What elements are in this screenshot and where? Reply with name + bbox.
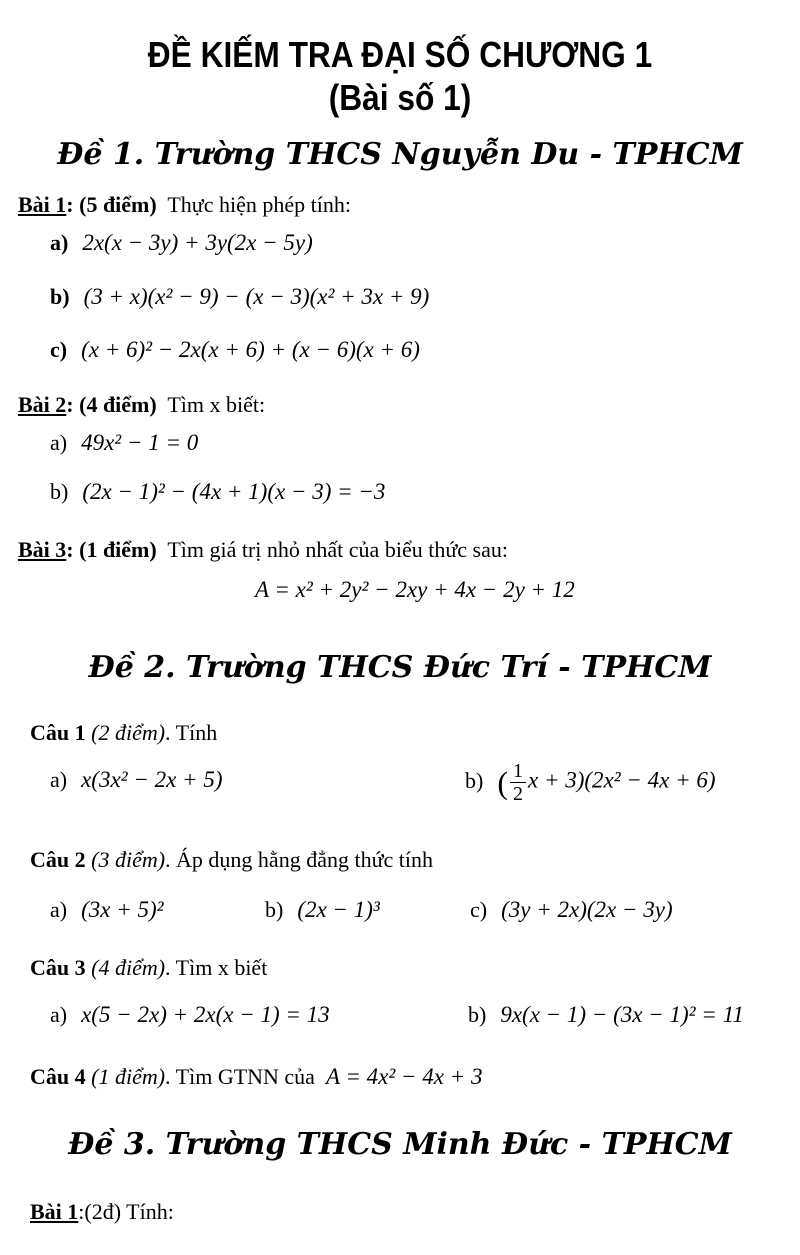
de1-bai3-expr: A = x² + 2y² − 2xy + 4x − 2y + 12 [255,577,575,602]
de1-bai2-b: b) (2x − 1)² − (4x + 1)(x − 3) = −3 [50,479,386,504]
document-title: ĐỀ KIẾM TRA ĐẠI SỐ CHƯƠNG 1 [147,34,653,75]
exam-2-heading: Đề 2. Trường THCS Đức Trí - TPHCM [88,650,712,685]
de2-cau2-a: a) (3x + 5)² [50,897,164,922]
de2-cau3-a: a) x(5 − 2x) + 2x(x − 1) = 13 [50,1002,330,1027]
document-subtitle: (Bài số 1) [328,77,472,118]
de2-cau1-b: b) ( $\frac{1}{2}$ x + 3)(2x² − 4x + 6) [465,760,716,805]
de1-bai2: Bài 2: (4 điểm) Tìm x biết: [18,392,266,417]
de1-bai3: Bài 3: (1 điểm) Tìm giá trị nhỏ nhất của biểu thức sau: [18,537,508,562]
de1-bai1-a: a) 2x(x − 3y) + 3y(2x − 5y) [50,230,313,255]
de2-cau4: Câu 4 (1 điểm). Tìm GTNN của A = 4x² − 4x + 3 [30,1064,483,1089]
de2-cau2: Câu 2 (3 điểm). Áp dụng hằng đẳng thức tính [30,847,433,872]
de1-bai1: Bài 1: (5 điểm) Thực hiện phép tính: [18,192,351,217]
de3-bai1: Bài 1:(2đ) Tính: [30,1199,174,1224]
de2-cau2-b: b) (2x − 1)³ [265,897,380,922]
exam-1-heading: Đề 1. Trường THCS Nguyễn Du - TPHCM [57,137,743,172]
de1-bai2-a: a) 49x² − 1 = 0 [50,430,199,455]
de1-bai1-c: c) (x + 6)² − 2x(x + 6) + (x − 6)(x + 6) [50,337,420,362]
de2-cau3: Câu 3 (4 điểm). Tìm x biết [30,955,268,980]
fraction-one-half: $\frac{1}{2}$ [510,760,526,805]
de2-cau2-c: c) (3y + 2x)(2x − 3y) [470,897,673,922]
de2-cau3-b: b) 9x(x − 1) − (3x − 1)² = 11 [468,1002,744,1027]
de2-cau1-a: a) x(3x² − 2x + 5) [50,767,223,792]
de2-cau1: Câu 1 (2 điểm). Tính [30,720,218,745]
de1-bai1-b: b) (3 + x)(x² − 9) − (x − 3)(x² + 3x + 9) [50,284,430,309]
exam-3-heading: Đề 3. Trường THCS Minh Đức - TPHCM [68,1127,732,1162]
